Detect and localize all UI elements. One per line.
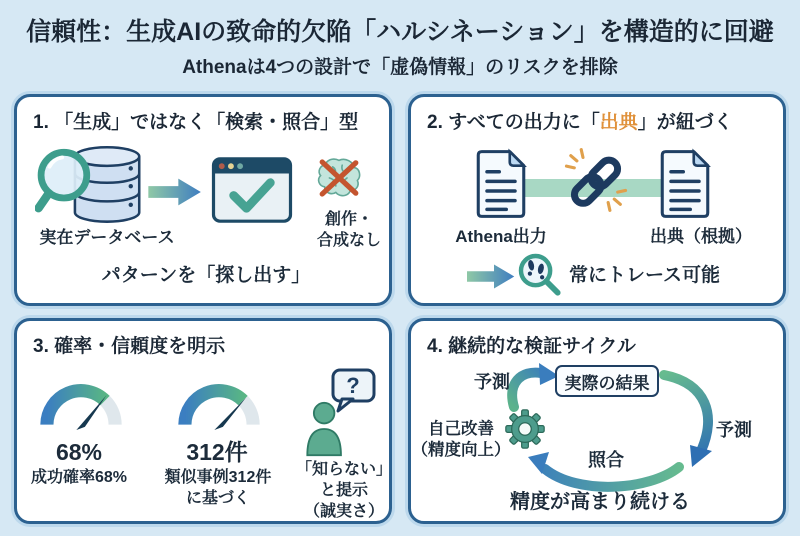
gauge2-label-line2: に基づく (185, 490, 250, 508)
card1-title: 1. 「生成」ではなく「検索・照合」型 (33, 112, 359, 133)
trace-label: 常にトレース可能 (569, 265, 721, 286)
left-doc-label: Athena出力 (455, 227, 547, 246)
card-retrieval-type (14, 94, 392, 306)
card1-bottom-label: パターンを「探し出す」 (101, 265, 311, 286)
card2-title (427, 107, 733, 134)
search-database-icon (35, 143, 147, 231)
trace-magnifier-icon (517, 252, 563, 298)
gauge-icon-success (29, 375, 133, 437)
database-label: 実在データベース (39, 228, 175, 247)
result-box: 実際の結果 (555, 365, 659, 397)
browser-check-icon (209, 157, 295, 223)
card4-title: 4. 継続的な検証サイクル (427, 336, 636, 357)
question-mark: ? (346, 373, 360, 398)
honesty-line3: （誠実さ） (303, 503, 384, 521)
card4-bottom-label: 精度が高まり続ける (510, 491, 690, 513)
gauge2-label (152, 467, 284, 509)
card3-title: 3. 確率・信頼度を明示 (33, 336, 226, 357)
card2-title-highlight: 出典 (599, 112, 638, 133)
arrow-right-icon (148, 177, 202, 207)
card-citation-linked (408, 94, 786, 306)
improve-line1: 自己改善 (428, 420, 494, 438)
gauge2-value: 312件 (186, 439, 248, 465)
document-output-icon (473, 147, 529, 221)
gauge-icon-cases (167, 375, 271, 437)
question-bubble-icon (329, 367, 377, 413)
card2-title-prefix: 2. すべての出力に「 (427, 112, 600, 133)
no-generation-label (307, 209, 391, 251)
arrow-right-icon (467, 263, 515, 290)
chain-link-icon (563, 147, 629, 213)
improve-line2: （精度向上） (411, 441, 511, 460)
no-brain-icon (315, 155, 363, 201)
match-label: 照合 (588, 450, 624, 470)
card2-title-suffix: 」が紐づく (637, 112, 733, 133)
card-verification-cycle (408, 318, 786, 524)
right-doc-label: 出典（根拠） (650, 227, 752, 246)
forecast-right-label: 予測 (716, 420, 752, 440)
gauge2-label-line1: 類似事例312件 (164, 469, 272, 486)
card-confidence-display (14, 318, 392, 524)
gauge1-value: 68% (55, 439, 103, 465)
honesty-label (291, 459, 397, 522)
page-title: 信頼性：生成AIの致命的欠陥「ハルシネーション」を構造的に回避 (26, 18, 774, 46)
gauge1-label: 成功確率68% (30, 469, 128, 486)
improve-label (411, 419, 511, 462)
page-subtitle: Athenaは4つの設計で「虚偽情報」のリスクを排除 (182, 57, 618, 78)
no-generation-line2: 合成なし (316, 232, 381, 250)
forecast-left-label: 予測 (474, 372, 510, 392)
honesty-line1: 「知らない」 (295, 461, 392, 478)
gear-icon (505, 409, 545, 449)
no-generation-line1: 創作・ (324, 211, 373, 228)
honesty-line2: と提示 (319, 482, 368, 500)
document-source-icon (657, 147, 713, 221)
